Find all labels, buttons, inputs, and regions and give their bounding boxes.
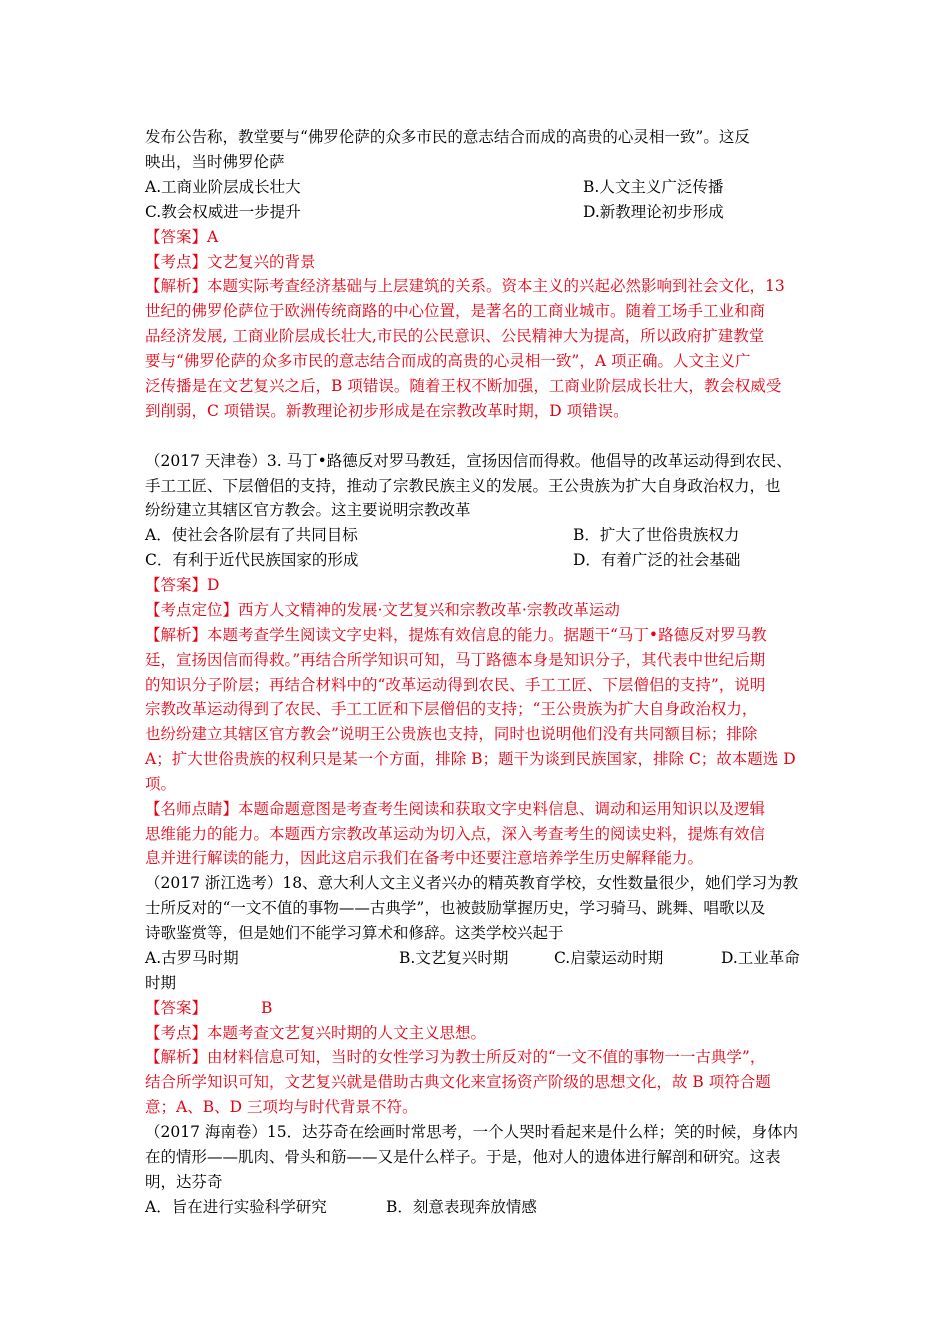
q1-option-d: D.新教理论初步形成: [583, 203, 724, 221]
q3-answer-value: B: [261, 999, 273, 1017]
q2-analysis-line: 也纷纷建立其辖区官方教会”说明王公贵族也支持，同时也说明他们没有共同额目标；排除: [145, 725, 758, 743]
q2-option-a: A．使社会各阶层有了共同目标: [145, 526, 358, 544]
q1-analysis-line: 品经济发展, 工商业阶层成长壮大,市民的公民意识、公民精神大为提高，所以政府扩建教堂: [145, 327, 765, 345]
q3-analysis-line: 【解析】由材料信息可知，当时的女性学习为教士所反对的“一文不值的事物一一古典学”，: [145, 1048, 766, 1066]
q3-analysis-line: 意；A、B、D 三项均与时代背景不符。: [145, 1098, 418, 1116]
q2-stem-line: 纷纷建立其辖区官方教会。这主要说明宗教改革: [145, 501, 471, 519]
q3-answer-label: 【答案】: [145, 999, 208, 1017]
q1-analysis-line: 要与“佛罗伦萨的众多市民的意志结合而成的高贵的心灵相一致”，A 项正确。人文主义广: [145, 352, 751, 370]
q1-analysis-line: 【解析】本题实际考查经济基础与上层建筑的关系。资本主义的兴起必然影响到社会文化，13: [145, 277, 785, 295]
q4-stem-line: 在的情形——肌肉、骨头和筋——又是什么样子。于是，他对人的遗体进行解剖和研究。这表: [145, 1148, 781, 1166]
q2-tip-line: 思维能力的能力。本题西方宗教改革运动为切入点，深入考查考生的阅读史料，提炼有效信: [145, 825, 766, 843]
q3-analysis-line: 结合所学知识可知，文艺复兴就是借助古典文化来宣扬资产阶级的思想文化，故 B 项符合题: [145, 1073, 771, 1091]
q1-point: 【考点】文艺复兴的背景: [145, 253, 316, 271]
q2-point: 【考点定位】西方人文精神的发展·文艺复兴和宗教改革·宗教改革运动: [145, 601, 620, 619]
q2-analysis-line: 【解析】本题考查学生阅读文字史料，提炼有效信息的能力。据题干“马丁•路德反对罗马教: [145, 626, 767, 644]
q3-stem-line: 士所反对的“一文不值的事物——古典学”，也被鼓励掌握历史，学习骑马、跳舞、唱歌以及: [145, 899, 766, 917]
q2-answer: 【答案】D: [145, 576, 220, 594]
q1-stem-line: 发布公告称，教堂要与“佛罗伦萨的众多市民的意志结合而成的高贵的心灵相一致”。这反: [145, 128, 750, 146]
q1-stem-line: 映出，当时佛罗伦萨: [145, 153, 285, 171]
q2-analysis-line: A；扩大世俗贵族的权利只是某一个方面，排除 B；题干为谈到民族国家，排除 C；故本题选 D: [145, 750, 796, 768]
q2-analysis-line: 的知识分子阶层；再结合材料中的“改革运动得到农民、手工工匠、下层僧侣的支持”，说明: [145, 676, 766, 694]
q1-option-b: B.人文主义广泛传播: [583, 178, 724, 196]
q1-analysis-line: 泛传播是在文艺复兴之后，B 项错误。随着王权不断加强，工商业阶层成长壮大，教会权威受: [145, 377, 782, 395]
q2-stem-line: 手工工匠、下层僧侣的支持，推动了宗教民族主义的发展。王公贵族为扩大自身政治权力，也: [145, 477, 781, 495]
q2-analysis-line: 宗教改革运动得到了农民、手工工匠和下层僧侣的支持；“王公贵族为扩大自身政治权力，: [145, 700, 758, 718]
q3-stem-line: （2017 浙江选考）18、意大利人文主义者兴办的精英教育学校，女性数量很少，她们学习为教: [145, 874, 799, 892]
q3-point: 【考点】本题考查文艺复兴时期的人文主义思想。: [145, 1024, 487, 1042]
q2-stem-line: （2017 天津卷）3. 马丁•路德反对罗马教廷，宣扬因信而得救。他倡导的改革运动得到农民、: [145, 452, 792, 470]
q1-analysis-line: 到削弱，C 项错误。新教理论初步形成是在宗教改革时期，D 项错误。: [145, 402, 629, 420]
q3-option-d-wrap: 时期: [145, 974, 177, 992]
q4-option-a: A．旨在进行实验科学研究: [145, 1198, 327, 1216]
q2-option-d: D．有着广泛的社会基础: [573, 551, 741, 569]
q1-option-c: C.教会权威进一步提升: [145, 203, 301, 221]
q3-option-d: D.工业革命: [721, 949, 800, 967]
q2-analysis-line: 廷，宣扬因信而得救。”再结合所学知识可知，马丁路德本身是知识分子，其代表中世纪后期: [145, 651, 766, 669]
q2-tip-line: 息并进行解读的能力，因此这启示我们在备考中还要注意培养学生历史解释能力。: [145, 849, 704, 867]
q2-option-b: B．扩大了世俗贵族权力: [573, 526, 740, 544]
q3-stem-line: 诗歌鉴赏等，但是她们不能学习算术和修辞。这类学校兴起于: [145, 924, 564, 942]
q2-tip-line: 【名师点睛】本题命题意图是考查考生阅读和获取文字史料信息、调动和运用知识以及逻辑: [145, 800, 766, 818]
q2-option-c: C．有利于近代民族国家的形成: [145, 551, 359, 569]
q4-stem-line: 明，达芬奇: [145, 1173, 223, 1191]
q3-option-a: A.古罗马时期: [145, 949, 239, 967]
q1-option-a: A.工商业阶层成长壮大: [145, 178, 301, 196]
q1-analysis-line: 世纪的佛罗伦萨位于欧洲传统商路的中心位置，是著名的工商业城市。随着工场手工业和商: [145, 302, 766, 320]
q4-option-b: B．刻意表现奔放情感: [386, 1198, 537, 1216]
q2-analysis-line: 项。: [145, 775, 177, 793]
q4-stem-line: （2017 海南卷）15．达芬奇在绘画时常思考，一个人哭时看起来是什么样；笑的时候，身体内: [145, 1123, 799, 1141]
q3-option-c: C.启蒙运动时期: [554, 949, 664, 967]
q1-answer: 【答案】A: [145, 228, 219, 246]
q3-option-b: B.文艺复兴时期: [399, 949, 509, 967]
